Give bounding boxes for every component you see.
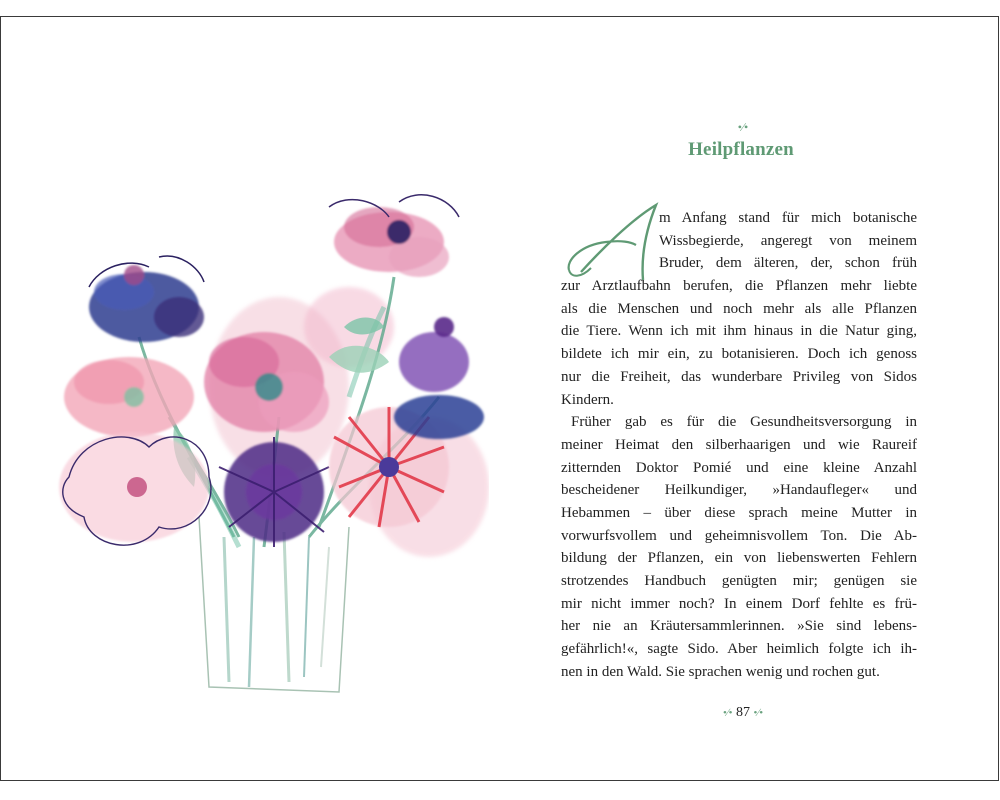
text-line: Früher gab es für die Gesundheitsversorgung in: [571, 414, 917, 431]
purple-cluster-right: [394, 317, 484, 439]
ornament-right: •∕•: [753, 707, 764, 719]
text-line: zitternden Doktor Pomié und eine kleine Anzahl: [561, 459, 917, 476]
blue-flower-left: [89, 265, 204, 342]
body-text: [561, 207, 917, 683]
text-line: Wissbegierde, angeregt von meinem: [659, 232, 917, 249]
text-line: m Anfang stand für mich botanische: [659, 210, 917, 226]
pink-flower-left: [64, 357, 194, 437]
text-line: bildete ich mir ein, zu botanisieren. Doch ich genoss: [561, 346, 917, 363]
flower-bouquet-image: [49, 187, 489, 697]
text-line: strotzendes Handbuch genügten mir; genügen sie: [561, 573, 917, 589]
ornament-top: •∕•: [737, 120, 749, 134]
pink-flower-top: [334, 207, 449, 277]
chapter-title: Heilpflanzen: [688, 139, 794, 160]
paragraph-2: [561, 411, 917, 683]
outline-flower-lower-left: [59, 432, 211, 545]
text-line: als die Menschen und noch mehr als alle Pflanzen: [561, 300, 917, 317]
text-line: nen in den Wald. Sie sprachen wenig und rochen gut.: [561, 663, 880, 680]
text-line: bildung der Pflanzen, ein von liebenswerten Fehlern: [561, 550, 917, 567]
text-line: mir nicht immer noch? In einem Dorf fehlte es frü-: [561, 595, 917, 612]
text-line: bescheidener Heilkundiger, »Handaufleger« und: [561, 482, 917, 499]
text-line: nur die Freiheit, das wunderbare Privileg von Sidos: [561, 368, 917, 385]
page-number: 87: [736, 705, 750, 720]
text-line: zur Arztlaufbahn berufen, die Pflanzen mehr liebte: [561, 278, 917, 295]
paragraph-1: [561, 207, 917, 411]
text-line: Kindern.: [561, 391, 614, 408]
text-line: die Tiere. Wenn ich mit ihm hinaus in die Natur ging,: [561, 323, 917, 340]
flower-illustration: [49, 187, 489, 697]
ornament-left: •∕•: [722, 707, 733, 719]
text-line: vorwurfsvollem und geheimnisvollem Ton. Die Ab-: [561, 527, 917, 544]
text-line: her nie an Kräutersammlerinnen. »Sie sind lebens-: [561, 618, 917, 635]
book-spread: [0, 16, 999, 781]
text-line: Bruder, dem älteren, der, schon früh: [659, 255, 917, 272]
text-line: gefährlich!«, sagte Sido. Aber heimlich folgte ich ih-: [561, 641, 917, 658]
text-line: meiner Heimat den silberhaarigen und wie Raureif: [561, 436, 917, 453]
text-line: Hebammen – über diese sprach meine Mutter in: [561, 504, 917, 521]
page-footer: [711, 705, 775, 721]
